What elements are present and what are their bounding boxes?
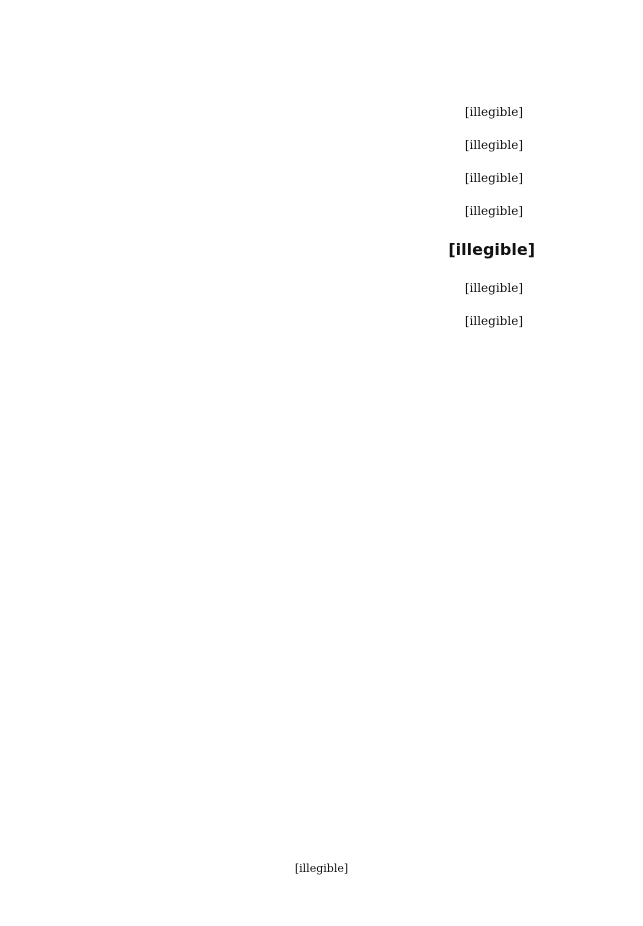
paragraph-change: [illegible] xyxy=(464,204,523,218)
paragraph-personal-experience: [illegible] xyxy=(464,281,523,295)
paragraph-intro: [illegible] xyxy=(464,105,523,119)
page-number: [illegible] xyxy=(294,862,349,875)
section-heading: [illegible] xyxy=(448,240,535,259)
paragraph-threat: [illegible] xyxy=(464,138,523,152)
paragraph-relationships-start: [illegible] xyxy=(464,314,523,328)
document-page xyxy=(98,100,535,860)
paragraph-romance: [illegible] xyxy=(464,171,523,185)
